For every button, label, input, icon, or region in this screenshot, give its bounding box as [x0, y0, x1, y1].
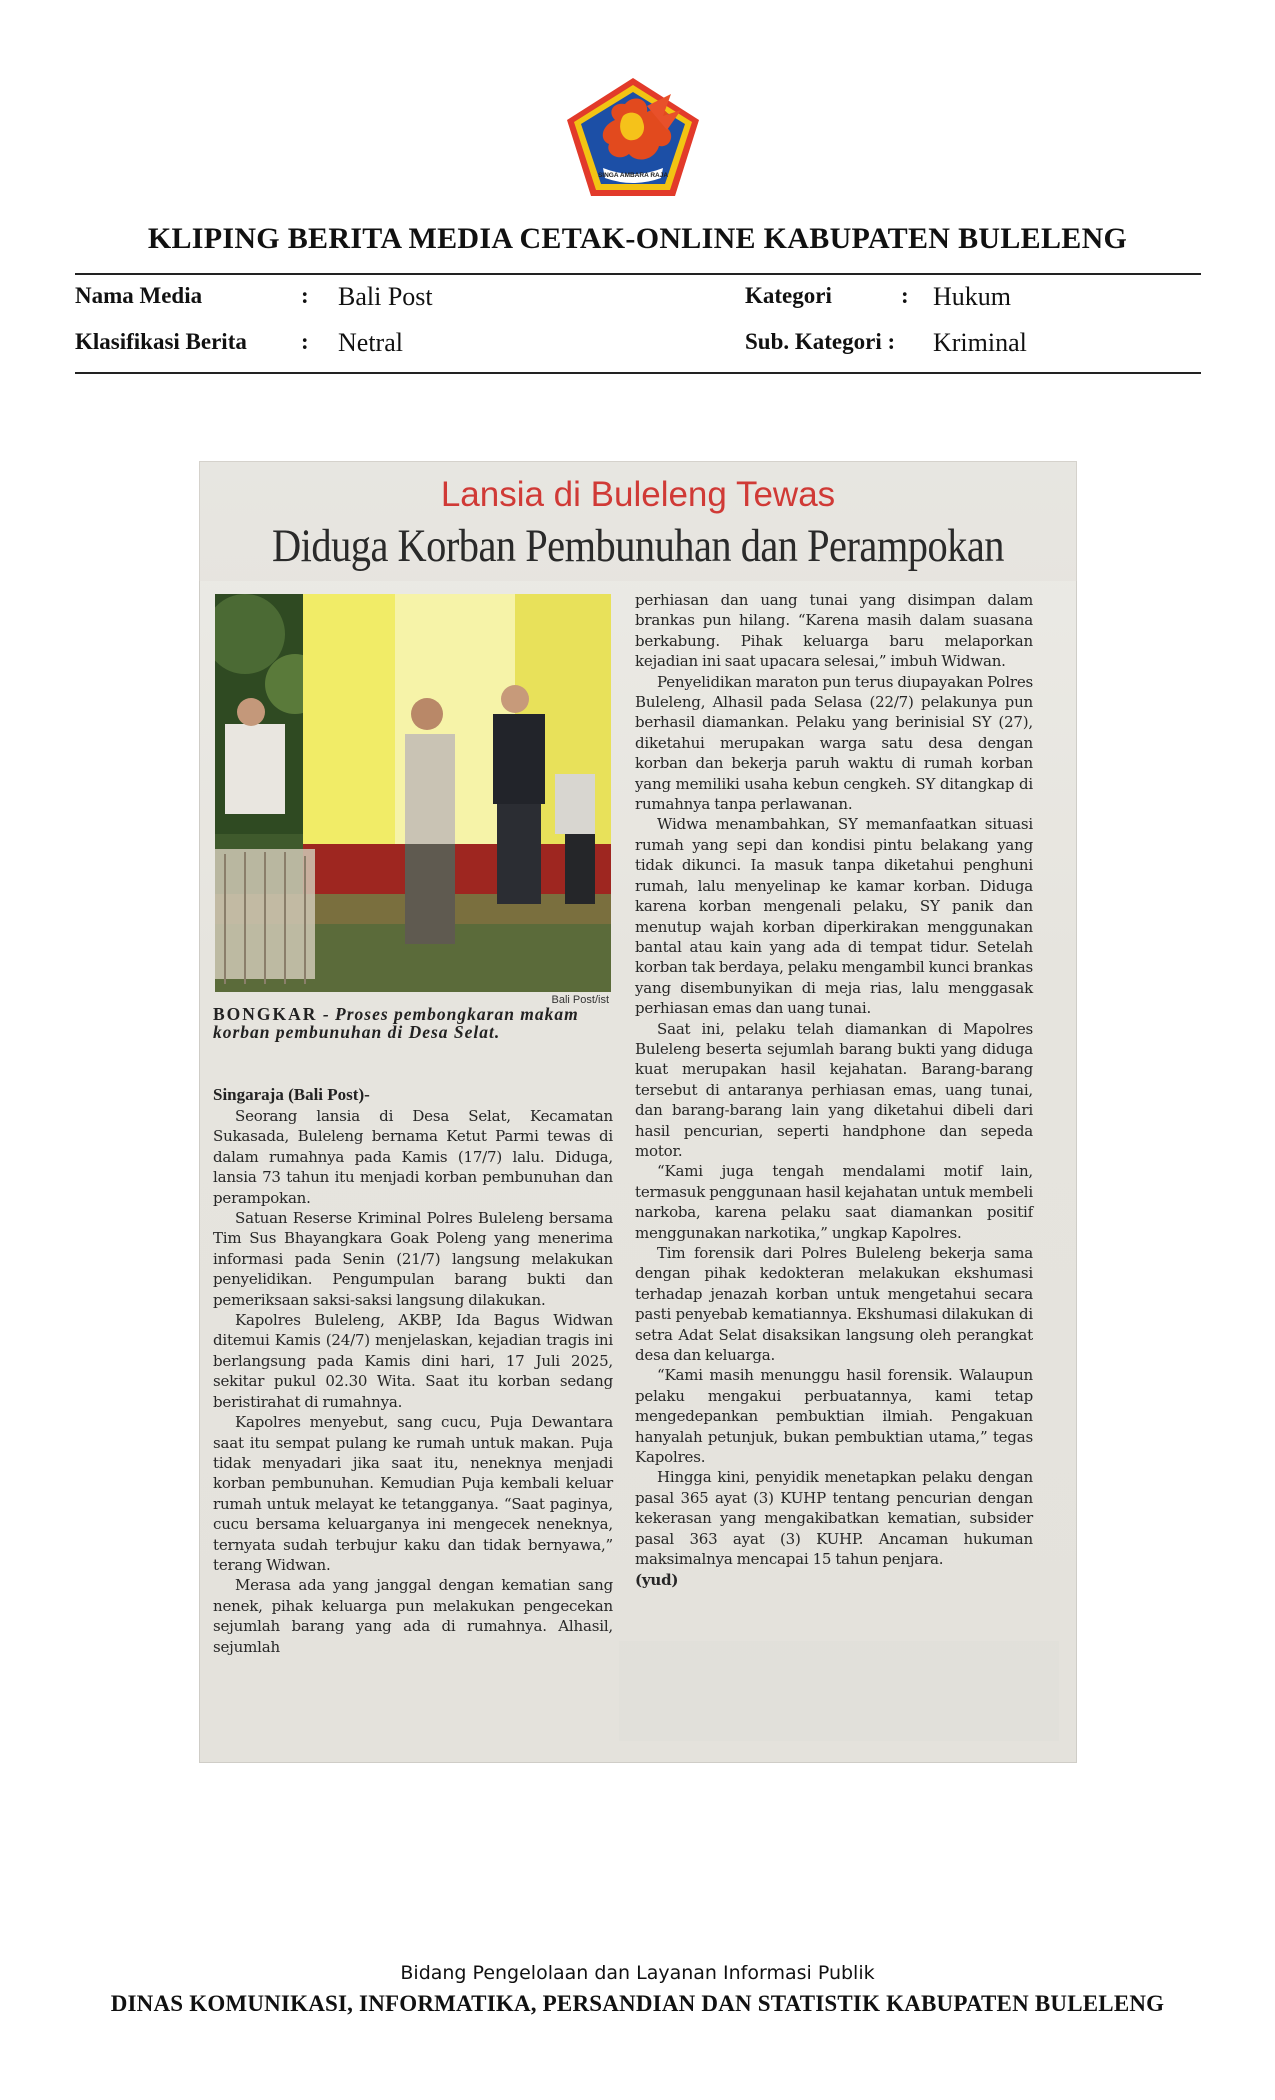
newspaper-clipping	[199, 461, 1077, 1763]
article-paragraph: “Kami juga tengah mendalami motif lain, termasuk penggunaan hasil kejahatan untuk membeli narkoba, karena pelaku saat diamankan positif menggunakan narkotika,” ungkap Kapolres.	[635, 1162, 1033, 1242]
article-signoff: (yud)	[635, 1570, 679, 1589]
regency-logo-icon	[563, 76, 703, 198]
article-column-right	[635, 590, 1033, 1590]
article-paragraph: Kapolres Buleleng, AKBP, Ida Bagus Widwan ditemui Kamis (24/7) menjelaskan, kejadian tragis ini berlangsung pada Kamis dini hari, 17 Juli 2025, sekitar pukul 02.30 Wita. Saat itu korban sedang beristirahat di rumahnya.	[213, 1311, 613, 1411]
media-colon: :	[301, 283, 309, 308]
media-value: Bali Post	[338, 282, 433, 311]
article-paragraph: Widwa menambahkan, SY memanfaatkan situasi rumah yang sepi dan kondisi pintu belakang yang tidak dikunci. Ia masuk tanpa diketahui penghuni rumah, lalu menyelinap ke kamar korban. Diduga karena korban mengenali pelaku, SY panik dan menutup wajah korban diperkirakan menggunakan bantal atau kain yang ada di tempat tidur. Setelah korban tak berdaya, pelaku mengambil kunci brankas yang disembunyikan di meja rias, lalu menggasak perhiasan emas dan uang tunai.	[635, 815, 1033, 1018]
article-paragraph: Saat ini, pelaku telah diamankan di Mapolres Buleleng beserta sejumlah barang bukti yang diduga kuat merupakan hasil kejahatan. Barang-barang tersebut di antaranya perhiasan emas, uang tunai, dan barang-barang lain yang diketahui dibeli dari hasil pencurian, seperti handphone dan sepeda motor.	[635, 1019, 1033, 1160]
article-paragraph: “Kami masih menunggu hasil forensik. Walaupun pelaku mengakui perbuatannya, kami tetap mengedepankan pembuktian ilmiah. Pengakuan hanyalah petunjuk, bukan pembuktian utama,” tegas Kapolres.	[635, 1366, 1033, 1467]
article-paragraph: perhiasan dan uang tunai yang disimpan dalam brankas pun hilang. “Karena masih dalam suasana berkabung. Pihak keluarga baru melaporkan kejadian ini saat upacara selesai,” imbuh Widwan.	[635, 591, 1033, 671]
klasifikasi-value: Netral	[338, 328, 403, 357]
footer-agency: DINAS KOMUNIKASI, INFORMATIKA, PERSANDIAN DAN STATISTIK KABUPATEN BULELENG	[110, 1991, 1165, 2016]
article-paragraph: Merasa ada yang janggal dengan kematian sang nenek, pihak keluarga pun melakukan pengecekan sejumlah barang yang ada di rumahnya. Alhasil, sejumlah	[213, 1576, 613, 1656]
dateline: Singaraja (Bali Post)-	[213, 1085, 370, 1104]
klasifikasi-colon: :	[301, 329, 309, 354]
article-paragraph: Hingga kini, penyidik menetapkan pelaku dengan pasal 365 ayat (3) KUHP tentang pencurian dengan kekerasan yang mengakibatkan kematian, subsider pasal 363 ayat (3) KUHP. Ancaman hukuman maksimalnya mencapai 15 tahun penjara.	[635, 1468, 1033, 1569]
article-paragraph: Tim forensik dari Polres Buleleng bekerja sama dengan pihak kedokteran melakukan ekshumasi terhadap jenazah korban untuk mengetahui secara pasti penyebab kematiannya. Ekshumasi dilakukan di setra Adat Selat disaksikan langsung oleh perangkat desa dan keluarga.	[635, 1244, 1033, 1365]
photo-credit: Bali Post/ist	[551, 994, 609, 1006]
klasifikasi-label: Klasifikasi Berita	[75, 329, 247, 354]
article-column-left	[213, 1106, 613, 1657]
divider	[75, 273, 1201, 275]
page-title: KLIPING BERITA MEDIA CETAK-ONLINE KABUPATEN BULELENG	[147, 222, 1128, 255]
article-paragraph: Satuan Reserse Kriminal Polres Buleleng bersama Tim Sus Bhayangkara Goak Poleng yang menerima informasi pada Senin (21/7) langsung melakukan penyelidikan. Pengumpulan barang bukti dan pemeriksaan saksi-saksi langsung dilakukan.	[213, 1209, 613, 1309]
divider	[75, 372, 1201, 374]
media-label: Nama Media	[75, 283, 203, 308]
kategori-colon: :	[901, 283, 909, 308]
kategori-value: Hukum	[933, 282, 1011, 311]
article-paragraph: Kapolres menyebut, sang cucu, Puja Dewantara saat itu sempat pulang ke rumah untuk makan. Puja tidak menyadari jika saat itu, neneknya menjadi korban pembunuhan. Kemudian Puja kembali keluar rumah untuk melayat ke tetangganya. “Saat paginya, cucu bersama keluarganya ini mengecek neneknya, ternyata sudah terbujur kaku dan tidak bernyawa,” terang Widwan.	[213, 1413, 613, 1574]
sub-kategori-label: Sub. Kategori :	[745, 329, 896, 354]
footer-unit: Bidang Pengelolaan dan Layanan Informasi Publik	[400, 1962, 875, 1984]
caption-head: BONGKAR	[213, 1004, 318, 1024]
kategori-label: Kategori	[745, 283, 832, 308]
article-paragraph: Penyelidikan maraton pun terus diupayakan Polres Buleleng, Alhasil pada Selasa (22/7) pelakunya pun berhasil diamankan. Pelaku yang berinisial SY (27), diketahui merupakan warga satu desa dengan korban dan bekerja paruh waktu di rumah korban yang memiliki usaha kebun cengkeh. SY ditangkap di rumahnya tanpa perlawanan.	[635, 672, 1033, 814]
caption-text: - Proses pembongkaran makam korban pembunuhan di Desa Selat.	[213, 1004, 579, 1042]
sub-kategori-value: Kriminal	[933, 328, 1027, 357]
logo-text: SINGA AMBARA RAJA	[597, 172, 669, 179]
article-kicker: Lansia di Buleleng Tewas	[440, 475, 836, 514]
article-headline: Diduga Korban Pembunuhan dan Perampokan	[272, 520, 1004, 572]
article-paragraph: Seorang lansia di Desa Selat, Kecamatan Sukasada, Buleleng bernama Ketut Parmi tewas di dalam rumahnya pada Kamis (17/7) lalu. Diduga, lansia 73 tahun itu menjadi korban pembunuhan dan perampokan.	[213, 1107, 613, 1207]
photo-caption	[213, 1005, 615, 1041]
news-photo	[215, 594, 611, 992]
